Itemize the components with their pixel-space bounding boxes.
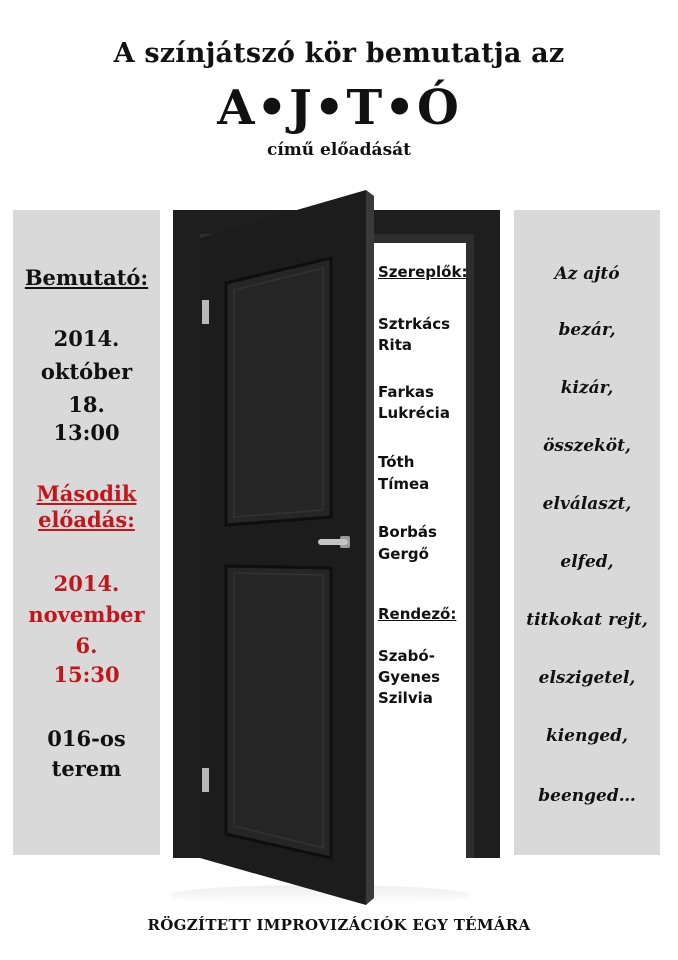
- poem-line-10: beenged…: [538, 786, 636, 806]
- cast-label: Szereplők:: [378, 263, 468, 281]
- director-line-3: Szilvia: [378, 689, 433, 707]
- room-line-2: terem: [51, 756, 122, 781]
- director-line-2: Gyenes: [378, 668, 441, 686]
- room-line-1: 016-os: [47, 726, 126, 751]
- poem-line-2: bezár,: [558, 320, 616, 340]
- door-upper-panel: [226, 258, 331, 525]
- header-intro: A színjátszó kör bemutatja az: [113, 38, 565, 69]
- door-lower-panel: [226, 566, 331, 858]
- right-quote-panel: [514, 210, 660, 855]
- play-title: A•J•T•Ó: [217, 80, 461, 136]
- poem-line-6: elfed,: [560, 552, 614, 572]
- actor-2-last: Lukrécia: [378, 404, 450, 422]
- premiere-month: október: [40, 359, 133, 384]
- poem-line-8: elszigetel,: [538, 668, 636, 688]
- actor-1-last: Rita: [378, 336, 412, 354]
- second-show-time: 15:30: [53, 662, 120, 687]
- second-show-month: november: [28, 602, 145, 627]
- premiere-label: Bemutató:: [24, 265, 149, 290]
- actor-4-first: Borbás: [378, 523, 437, 541]
- director-line-1: Szabó-: [378, 647, 435, 665]
- poem-line-5: elválaszt,: [542, 494, 632, 514]
- second-show-year: 2014.: [53, 571, 120, 596]
- door-handle: [318, 539, 348, 545]
- poem-line-7: titkokat rejt,: [526, 610, 648, 630]
- actor-4-last: Gergő: [378, 545, 429, 563]
- actor-3-last: Tímea: [378, 475, 430, 493]
- poem-line-3: kizár,: [560, 378, 614, 398]
- poem-line-4: összeköt,: [543, 436, 631, 456]
- poem-line-1: Az ajtó: [554, 264, 620, 284]
- door-hinge-bottom: [202, 768, 209, 792]
- second-show-label-1: Második: [36, 481, 137, 506]
- door-edge: [366, 190, 374, 905]
- premiere-year: 2014.: [53, 326, 120, 351]
- premiere-time: 13:00: [53, 420, 120, 445]
- second-show-day: 6.: [75, 633, 98, 658]
- director-label: Rendező:: [378, 605, 457, 623]
- second-show-label-2: előadás:: [38, 507, 135, 532]
- poem-line-9: kienged,: [546, 726, 628, 746]
- actor-1-first: Sztrkács: [378, 315, 451, 333]
- actor-3-first: Tóth: [378, 453, 415, 471]
- actor-2-first: Farkas: [378, 383, 434, 401]
- header-subtitle: című előadását: [266, 140, 412, 160]
- door-hinge-top: [202, 300, 209, 324]
- footer-tagline: RÖGZÍTETT IMPROVIZÁCIÓK EGY TÉMÁRA: [147, 916, 531, 934]
- premiere-day: 18.: [68, 392, 105, 417]
